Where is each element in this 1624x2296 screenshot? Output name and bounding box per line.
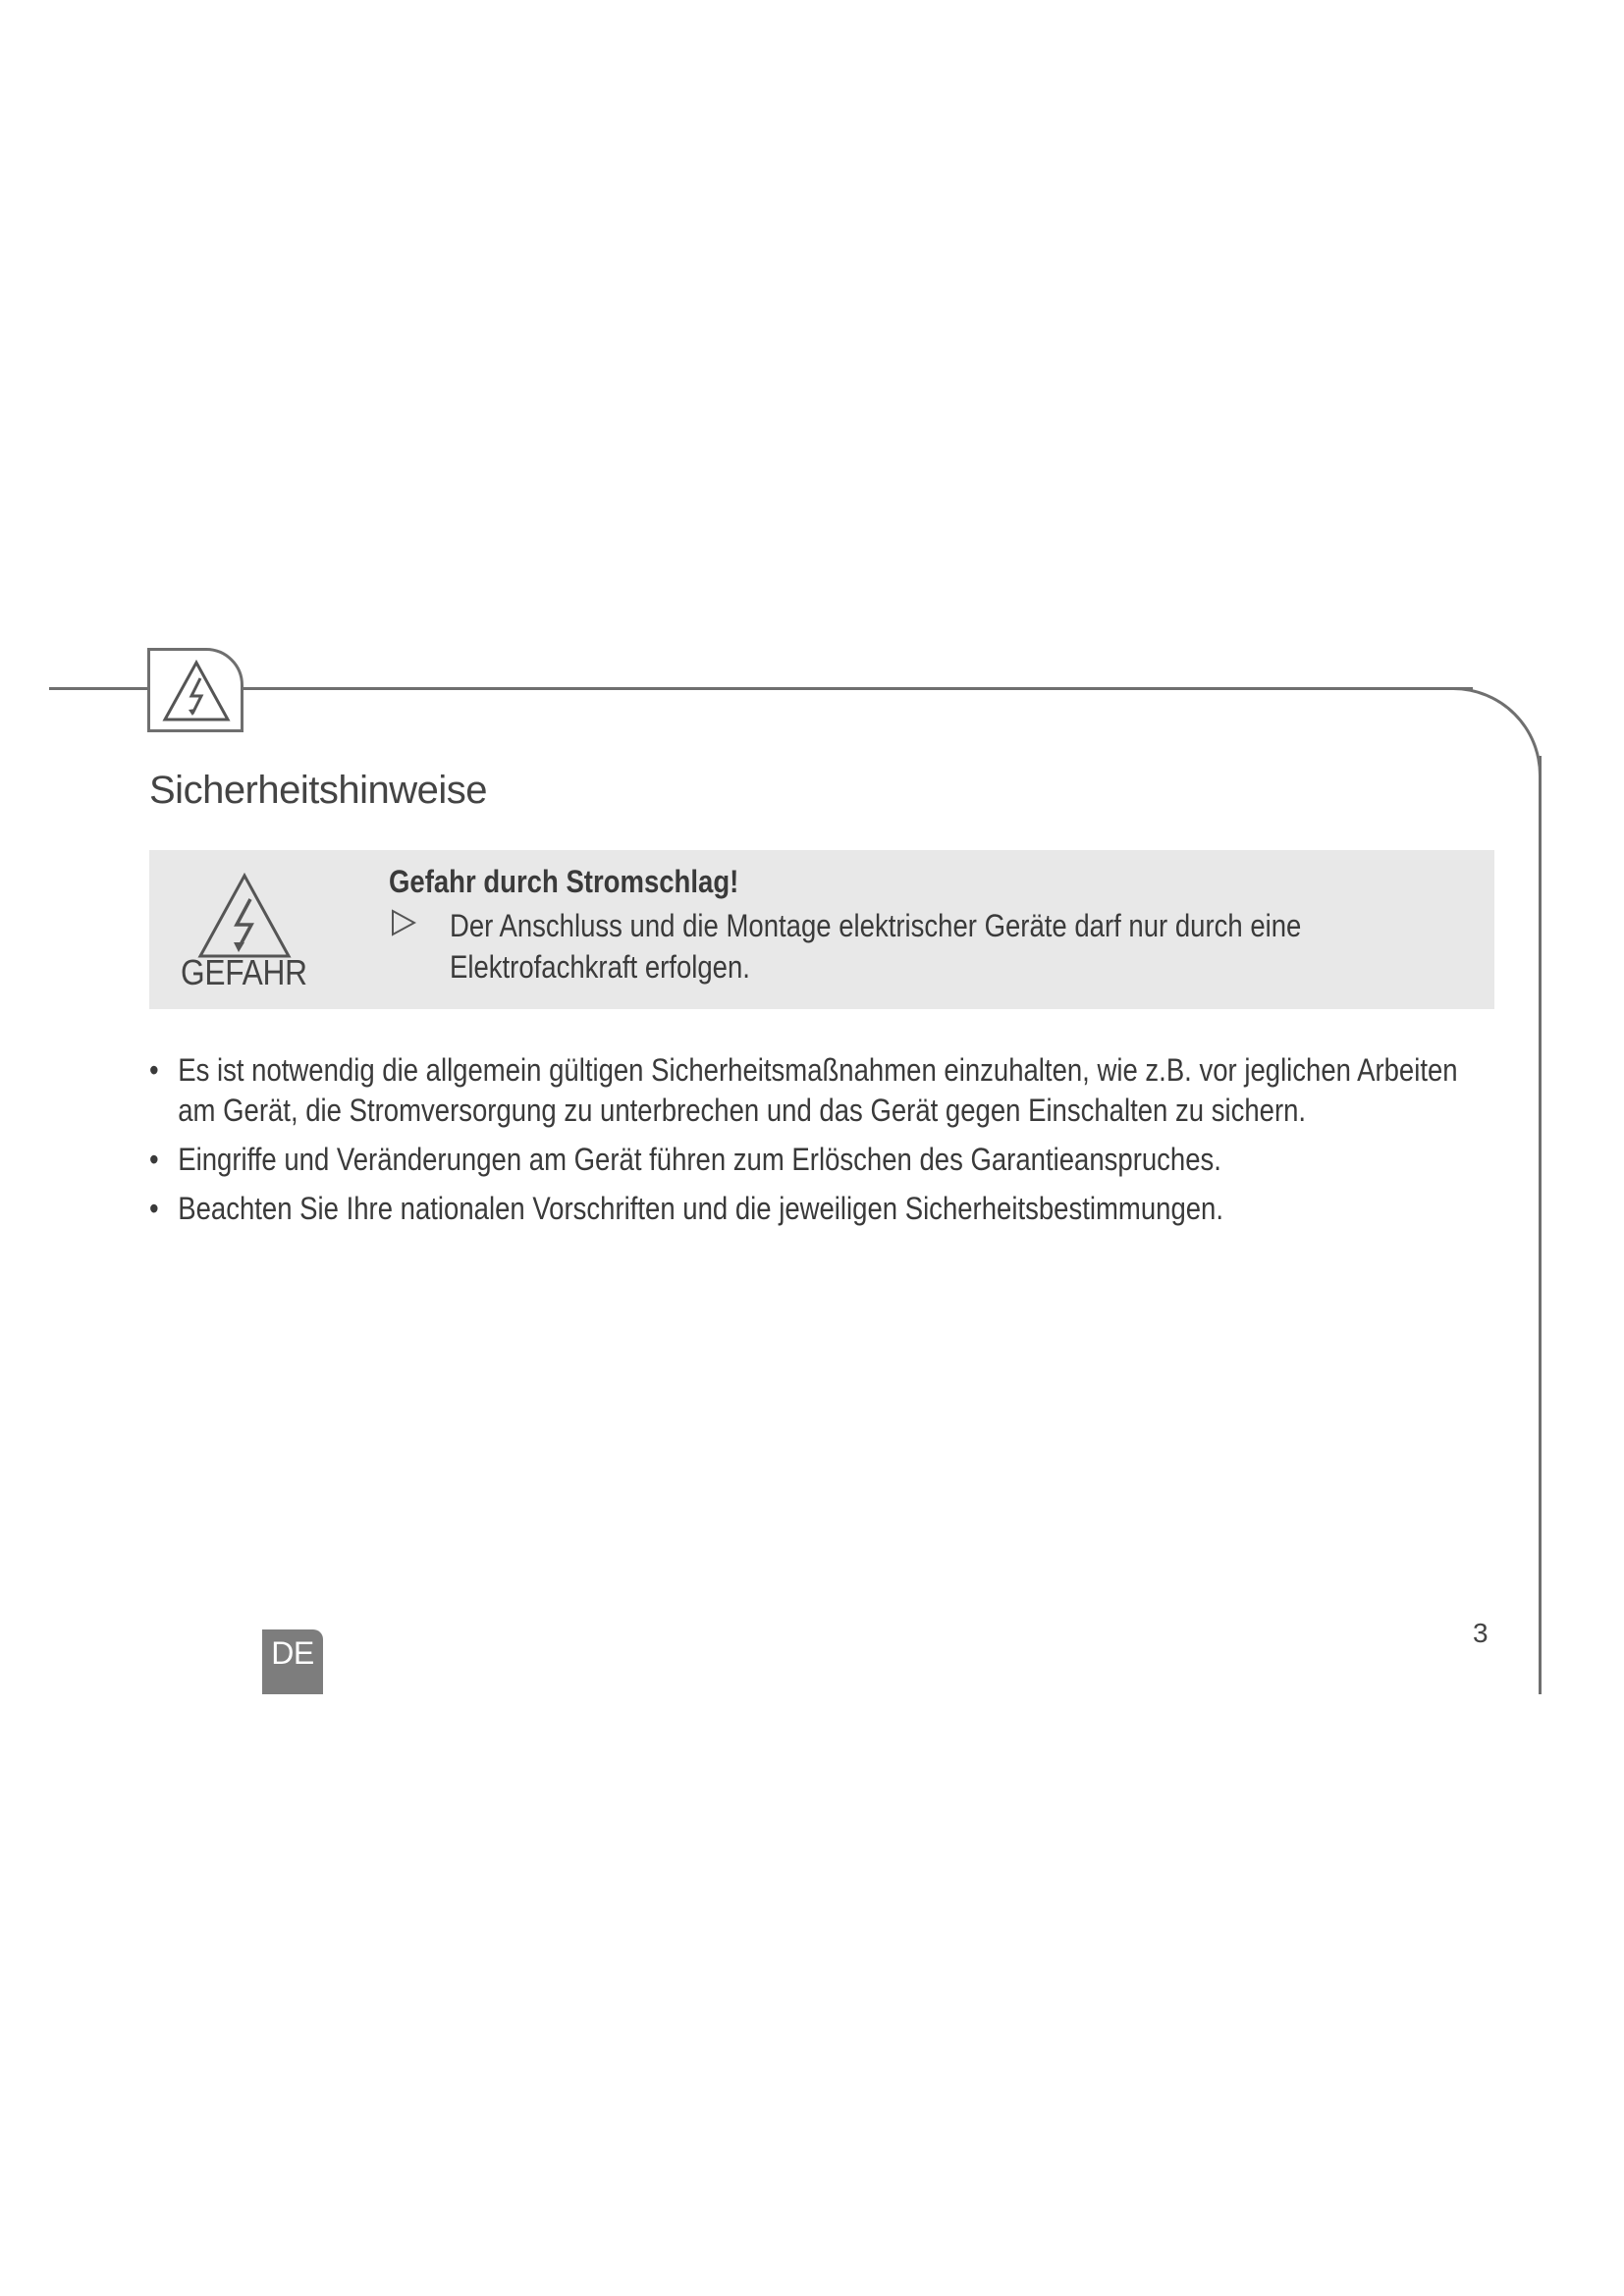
danger-label: GEFAHR [181, 952, 307, 992]
page-number: 3 [1473, 1618, 1489, 1648]
list-item: • Beachten Sie Ihre nationalen Vorschriften und die jeweiligen Sicherheitsbestimmungen. [149, 1189, 1484, 1229]
language-tab: DE [262, 1629, 323, 1694]
header-high-voltage-icon [147, 648, 244, 732]
frame-corner [1453, 687, 1542, 775]
frame-top-line [49, 687, 1473, 690]
safety-bullet-list [149, 1050, 1484, 1238]
warning-text: Der Anschluss und die Montage elektrischer Geräte darf nur durch eine Elektrofachkraft erfolgen. [450, 908, 1302, 985]
danger-warning-box [149, 850, 1494, 1009]
frame-right-line [1539, 756, 1542, 1694]
warning-heading: Gefahr durch Stromschlag! [389, 864, 739, 899]
list-item: • Es ist notwendig die allgemein gültigen Sicherheitsmaßnahmen einzuhalten, wie z.B. vor jeglichen Arbeiten am Gerät, die Stromversorgung zu unterbrechen und das Gerät gegen Einschalten zu sichern. [149, 1050, 1484, 1131]
list-item: • Eingriffe und Veränderungen am Gerät führen zum Erlöschen des Garantieanspruches. [149, 1140, 1484, 1180]
page-title: Sicherheitshinweise [149, 769, 488, 812]
triangle-right-icon [391, 909, 416, 936]
high-voltage-warning-icon [190, 868, 298, 966]
